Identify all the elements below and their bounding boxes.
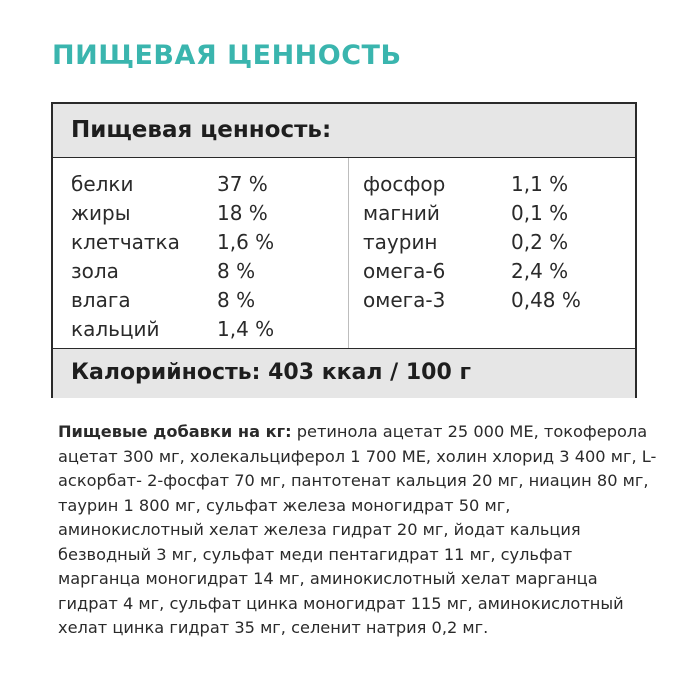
nutrient-value: 37 % — [217, 172, 268, 196]
nutrition-table-header — [53, 104, 635, 158]
nutrient-value: 0,48 % — [511, 288, 581, 312]
nutrient-name: влага — [71, 288, 131, 312]
nutrient-name: белки — [71, 172, 134, 196]
nutrition-table-title: Пищевая ценность: — [71, 117, 332, 143]
nutrient-name: омега-3 — [363, 288, 446, 312]
nutrient-value: 0,2 % — [511, 230, 569, 254]
nutrient-name: омега-6 — [363, 259, 446, 283]
nutrient-name: зола — [71, 259, 119, 283]
nutrient-name: кальций — [71, 317, 160, 341]
nutrient-value: 18 % — [217, 201, 268, 225]
additives-text: ретинола ацетат 25 000 МЕ, токоферола ацетат 300 мг, холекальциферол 1 700 МЕ, холин хлорид 3 400 мг, L-аскорбат- 2-фосфат 70 мг, пантотенат кальция 20 мг, ниацин 80 мг, таурин 1 800 мг, сульфат железа моногидрат 50 мг, аминокислотный хелат железа гидрат 20 мг, йодат кальция безводный 3 мг, сульфат меди пентагидрат 11 мг, сульфат марганца моногидрат 14 мг, аминокислотный хелат марганца гидрат 4 мг, сульфат цинка моногидрат 115 мг, аминокислотный хелат цинка гидрат 35 мг, селенит натрия 0,2 мг. — [58, 422, 657, 637]
page-heading: ПИЩЕВАЯ ЦЕННОСТЬ — [52, 40, 402, 71]
additives-label: Пищевые добавки на кг: — [58, 422, 292, 441]
nutrition-table — [51, 102, 637, 398]
calories-label: Калорийность: 403 ккал / 100 г — [71, 360, 471, 385]
nutrient-value: 8 % — [217, 259, 256, 283]
nutrient-value: 0,1 % — [511, 201, 569, 225]
calories-footer — [53, 348, 635, 398]
nutrition-table-body — [53, 158, 635, 348]
column-divider — [348, 158, 349, 348]
nutrient-value: 2,4 % — [511, 259, 569, 283]
nutrient-value: 1,6 % — [217, 230, 275, 254]
additives-paragraph — [58, 420, 658, 641]
nutrient-name: клетчатка — [71, 230, 180, 254]
nutrient-name: магний — [363, 201, 440, 225]
nutrient-name: фосфор — [363, 172, 446, 196]
nutrient-value: 8 % — [217, 288, 256, 312]
nutrient-value: 1,1 % — [511, 172, 569, 196]
nutrient-value: 1,4 % — [217, 317, 275, 341]
nutrient-name: таурин — [363, 230, 438, 254]
nutrient-name: жиры — [71, 201, 131, 225]
